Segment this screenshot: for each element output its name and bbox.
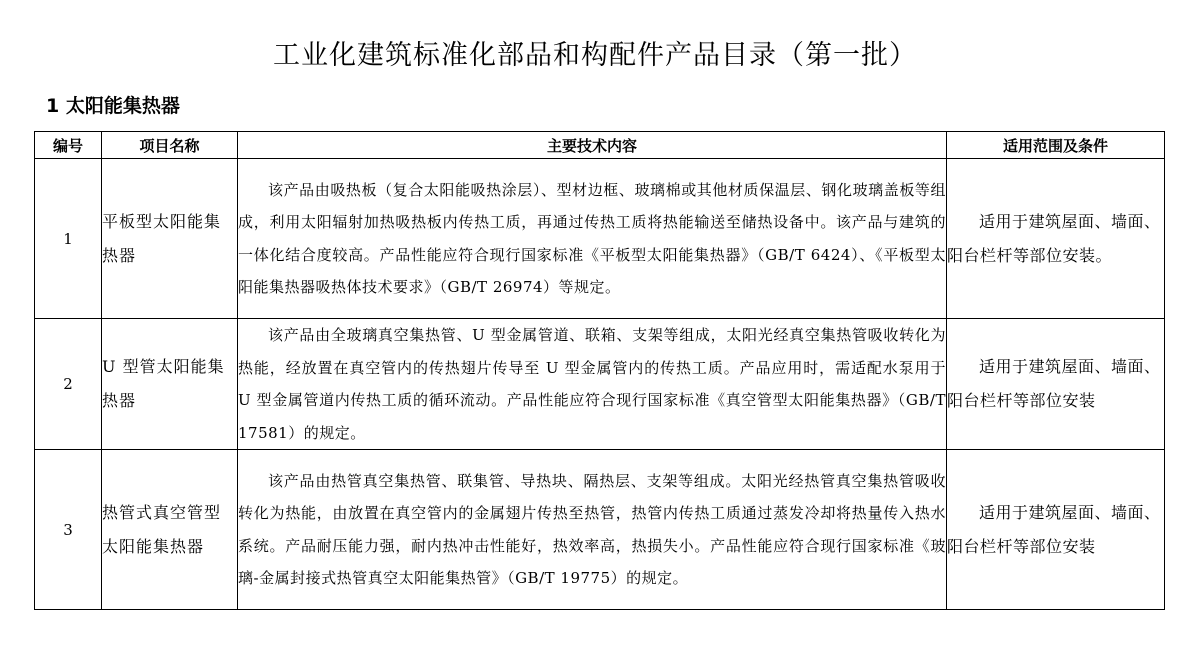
row-number: 1	[35, 159, 102, 319]
row-number: 3	[35, 450, 102, 610]
product-name: U 型管太阳能集热器	[102, 319, 238, 450]
header-content: 主要技术内容	[238, 132, 947, 159]
technical-content: 该产品由热管真空集热管、联集管、导热块、隔热层、支架等组成。太阳光经热管真空集热管吸收转化为热能，由放置在真空管内的金属翅片传热至热管，热管内传热工质通过蒸发冷却将热量传入热水系统。产品耐压能力强，耐内热冲击性能好，热效率高，热损失小。产品性能应符合现行国家标准《玻璃-金属封接式热管真空太阳能集热管》（GB/T 19775）的规定。	[238, 471, 946, 587]
section-heading: 1 太阳能集热器	[46, 95, 180, 117]
document-title: 工业化建筑标准化部品和构配件产品目录（第一批）	[273, 40, 917, 71]
technical-content: 该产品由吸热板（复合太阳能吸热涂层）、型材边框、玻璃棉或其他材质保温层、钢化玻璃盖板等组成，利用太阳辐射加热吸热板内传热工质，再通过传热工质将热能输送至储热设备中。该产品与建筑的一体化结合度较高。产品性能应符合现行国家标准《平板型太阳能集热器》（GB/T 6424）、《平板型太阳能集热器吸热体技术要求》（GB/T 26974）等规定。	[238, 180, 946, 296]
header-no: 编号	[35, 132, 102, 159]
table-row	[35, 159, 1165, 319]
application-scope: 适用于建筑屋面、墙面、阳台栏杆等部位安装	[947, 502, 1161, 556]
application-scope: 适用于建筑屋面、墙面、阳台栏杆等部位安装	[947, 357, 1161, 410]
header-name: 项目名称	[102, 132, 238, 159]
technical-content: 该产品由全玻璃真空集热管、U 型金属管道、联箱、支架等组成，太阳光经真空集热管吸收转化为热能，经放置在真空管内的传热翅片传导至 U 型金属管内的传热工质。产品应用时，需适配水泵用于 U 型金属管道内传热工质的循环流动。产品性能应符合现行国家标准《真空管型太阳能集热器》（GB/T 17581）的规定。	[238, 326, 946, 442]
application-scope: 适用于建筑屋面、墙面、阳台栏杆等部位安装。	[947, 211, 1161, 265]
table-row	[35, 450, 1165, 610]
product-name: 热管式真空管型太阳能集热器	[102, 450, 238, 610]
product-catalog-table	[34, 131, 1165, 610]
header-scope: 适用范围及条件	[947, 132, 1165, 159]
table-header-row	[35, 132, 1165, 159]
table-row	[35, 319, 1165, 450]
row-number: 2	[35, 319, 102, 450]
product-name: 平板型太阳能集热器	[102, 159, 238, 319]
